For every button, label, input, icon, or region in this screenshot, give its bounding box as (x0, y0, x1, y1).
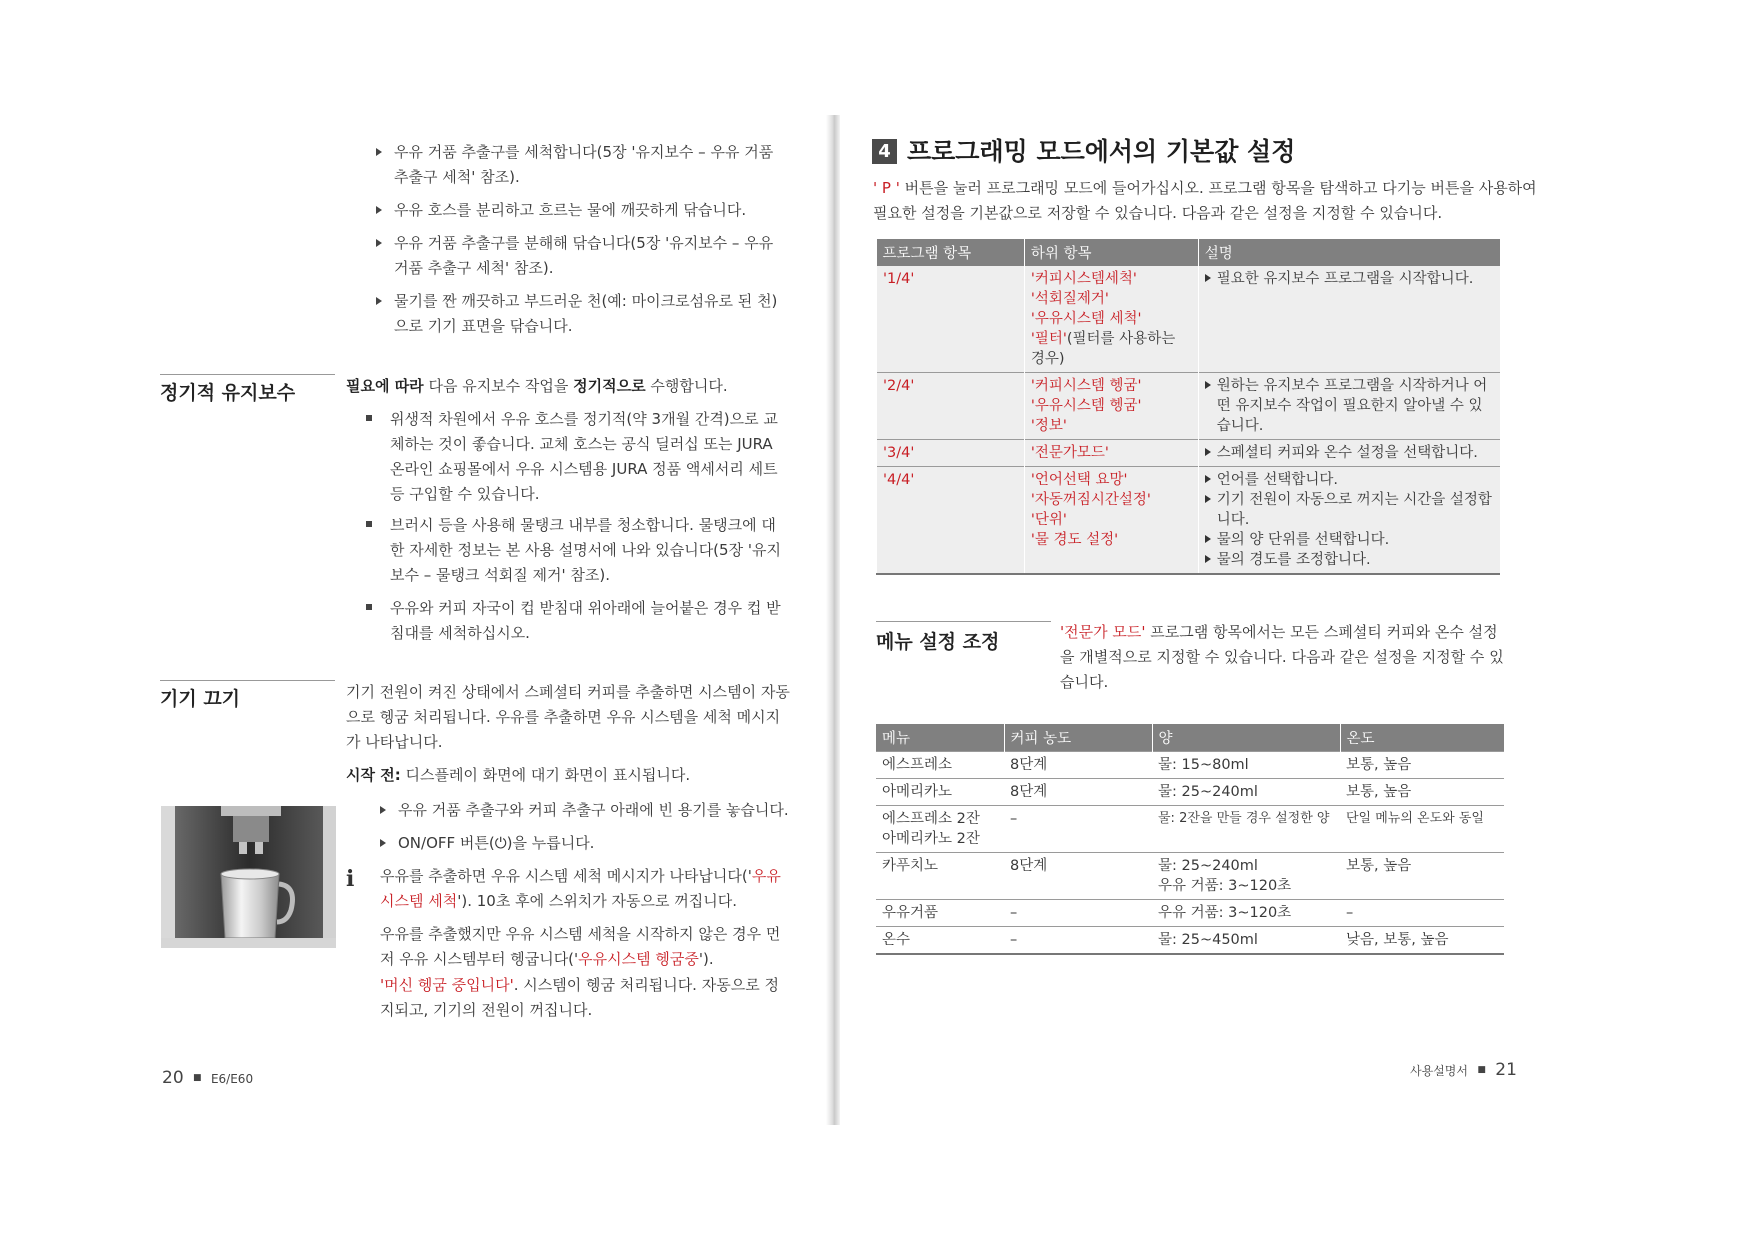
triangle-bullet-icon (1205, 555, 1211, 563)
info-text-2: 우유를 추출했지만 우유 시스템 세척을 시작하지 않은 경우 먼저 우유 시스템부터 헹굽니다('우유시스템 헹굼중'). (380, 925, 781, 968)
footer-text: 사용설명서 (1410, 1064, 1468, 1078)
table-row: 에스프레소 2잔 아메리카노 2잔 – 물: 2잔을 만들 경우 설정한 양 단일 메뉴의 온도와 동일 (876, 806, 1504, 853)
table-row: 온수 – 물: 25~450ml 낮음, 보통, 높음 (876, 927, 1504, 955)
section-intro: ' P ' 버튼을 눌러 프로그래밍 모드에 들어가십시오. 프로그램 항목을 탐색하고 다기능 버튼을 사용하여 필요한 설정을 기본값으로 저장할 수 있습니다. 다음과 같은 설정을 지정할 수 있습니다. (873, 179, 1537, 222)
table-row: 카푸치노 8단계 물: 25~240ml 우유 거품: 3~120초 보통, 높음 (876, 853, 1504, 900)
triangle-bullet-icon (1205, 535, 1211, 543)
off-heading: 기기 끄기 (160, 688, 241, 710)
coffee-machine-image (161, 806, 336, 948)
page-gutter (826, 115, 840, 1125)
table-row: '3/4' '전문가모드' 스페셜티 커피와 온수 설정을 선택합니다. (877, 440, 1501, 467)
list-item: 우유 호스를 분리하고 흐르는 물에 깨끗하게 닦습니다. (376, 198, 786, 223)
section-title: 4 프로그래밍 모드에서의 기본값 설정 (872, 132, 1295, 168)
triangle-bullet-icon (376, 297, 382, 305)
off-paragraph: 기기 전원이 켜진 상태에서 스페셜티 커피를 추출하면 시스템이 자동으로 헹굼 처리됩니다. 우유를 추출하면 우유 시스템을 세척 메시지가 나타납니다. (346, 683, 790, 751)
table-row: 아메리카노 8단계 물: 25~240ml 보통, 높음 (876, 779, 1504, 806)
list-item: 우유 거품 추출구를 분해해 닦습니다(5장 '유지보수 – 우유 거품 추출구 세척' 참조). (376, 231, 786, 281)
triangle-bullet-icon (376, 239, 382, 247)
triangle-bullet-icon (1205, 381, 1211, 389)
menu-settings-paragraph: '전문가 모드' 프로그램 항목에서는 모든 스페셜티 커피와 온수 설정을 개별적으로 지정할 수 있습니다. 다음과 같은 설정을 지정할 수 있습니다. (1060, 623, 1504, 691)
section-rule (876, 621, 1051, 622)
triangle-bullet-icon (380, 839, 386, 847)
triangle-bullet-icon (1205, 274, 1211, 282)
page-number: 21 (1495, 1060, 1517, 1080)
table-row: '4/4' '언어선택 요망' '자동꺼짐시간설정' '단위' '물 경도 설정' 언어를 선택합니다. 기기 전원이 자동으로 꺼지는 시간을 설정합니다. 물의 양 단위를 선택합니다. 물의 경도를 조정합니다. (877, 467, 1501, 575)
list-item: 위생적 차원에서 우유 호스를 정기적(약 3개월 간격)으로 교체하는 것이 좋습니다. 교체 호스는 공식 딜러십 또는 JURA 온라인 쇼핑몰에서 우유 시스템용 JURA 정품 액세서리 세트 등 구입할 수 있습니다. (366, 407, 786, 507)
right-page (842, 0, 1752, 1239)
footer-bullet-icon: ■ (1477, 1065, 1486, 1075)
triangle-bullet-icon (1205, 475, 1211, 483)
list-item: 우유 거품 추출구를 세척합니다(5장 '유지보수 – 우유 거품 추출구 세척' 참조). (376, 140, 786, 190)
menu-settings-heading: 메뉴 설정 조정 (876, 631, 1000, 653)
table-header-row: 메뉴 커피 농도 양 온도 (876, 724, 1504, 752)
table-row: 에스프레소 8단계 물: 15~80ml 보통, 높음 (876, 752, 1504, 779)
triangle-bullet-icon (1205, 495, 1211, 503)
table-row: 우유거품 – 우유 거품: 3~120초 – (876, 900, 1504, 927)
triangle-bullet-icon (380, 806, 386, 814)
triangle-bullet-icon (376, 206, 382, 214)
info-text-3: '머신 헹굼 중입니다'. 시스템이 헹굼 처리됩니다. 자동으로 정지되고, 기기의 전원이 꺼집니다. (380, 976, 779, 1019)
step-item: ON/OFF 버튼(⏻)을 누릅니다. (380, 831, 800, 856)
menu-table (876, 724, 1504, 955)
square-bullet-icon (366, 604, 372, 610)
page-footer (162, 1068, 253, 1088)
left-page (0, 0, 830, 1239)
page-number: 20 (162, 1068, 184, 1088)
triangle-bullet-icon (376, 148, 382, 156)
footer-model: E6/E60 (210, 1072, 254, 1086)
list-item: 브러시 등을 사용해 물탱크 내부를 청소합니다. 물탱크에 대한 자세한 정보는 본 사용 설명서에 나와 있습니다(5장 '유지 보수 – 물탱크 석회질 제거' 참조). (366, 513, 786, 588)
before-start: 시작 전: 디스플레이 화면에 대기 화면이 표시됩니다. (346, 766, 691, 784)
table-header-row: 프로그램 항목 하위 항목 설명 (877, 239, 1501, 266)
page-footer (1410, 1060, 1517, 1080)
machine-photo (161, 806, 336, 948)
table-row: '1/4' '커피시스템세척' '석회질제거' '우유시스템 세척' '필터'(필터를 사용하는 경우) 필요한 유지보수 프로그램을 시작합니다. (877, 266, 1501, 373)
step-item: 우유 거품 추출구와 커피 추출구 아래에 빈 용기를 놓습니다. (380, 798, 800, 823)
square-bullet-icon (366, 415, 372, 421)
table-row: '2/4' '커피시스템 헹굼' '우유시스템 헹굼' '정보' 원하는 유지보수 프로그램을 시작하거나 어떤 유지보수 작업이 필요한지 알아낼 수 있습니다. (877, 373, 1501, 440)
info-text-1: 우유를 추출하면 우유 시스템 세척 메시지가 나타납니다('우유 시스템 세척'). 10초 후에 스위치가 자동으로 꺼집니다. (380, 867, 781, 910)
maintenance-heading: 정기적 유지보수 (160, 382, 296, 404)
list-item: 물기를 짠 깨끗하고 부드러운 천(예: 마이크로섬유로 된 천)으로 기기 표면을 닦습니다. (376, 289, 786, 339)
info-icon: i (346, 866, 355, 892)
section-rule (160, 680, 335, 681)
program-table (876, 239, 1500, 575)
footer-bullet-icon: ■ (193, 1073, 202, 1083)
triangle-bullet-icon (1205, 448, 1211, 456)
maintenance-intro: 필요에 따라 다음 유지보수 작업을 정기적으로 수행합니다. (346, 377, 728, 395)
section-number-badge: 4 (872, 139, 897, 164)
square-bullet-icon (366, 521, 372, 527)
list-item: 우유와 커피 자국이 컵 받침대 위아래에 늘어붙은 경우 컵 받침대를 세척하십시오. (366, 596, 786, 646)
section-rule (160, 374, 335, 375)
